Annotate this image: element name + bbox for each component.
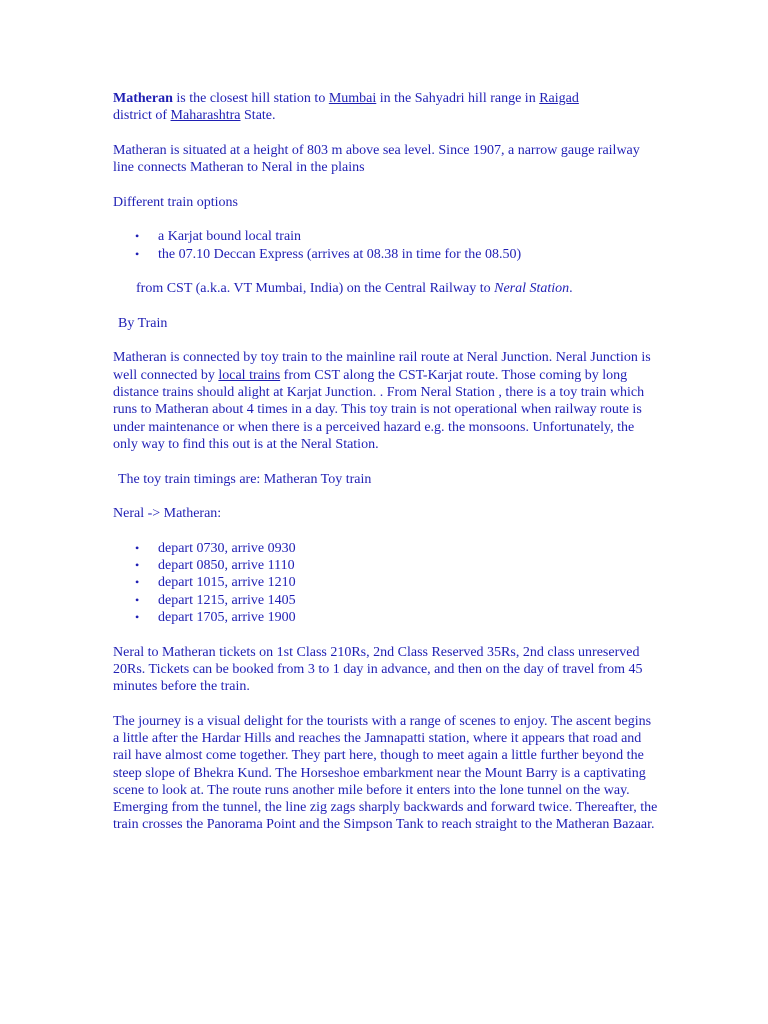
- bullet-icon: •: [135, 609, 140, 624]
- list-item: • depart 1705, arrive 1900: [135, 609, 296, 625]
- toy-train-paragraph: Matheran is connected by toy train to the mainline rail route at Neral Junction. Neral Junction is well connected by local trains from CST along the CST-Karjat route. Those coming by long distance trains should alight at Karjat Junction. . From Neral Station , there is a toy train which runs to Matheran about 4 times in a day. This toy train is not operational when railway route is under maintenance or when there is a perceived hazard e.g. the monsoons. Unfortunately, the only way to find this out is at the Neral Station.: [113, 350, 651, 452]
- bullet-icon: •: [135, 592, 140, 607]
- timings-list: [113, 540, 658, 626]
- bullet-icon: •: [135, 246, 140, 261]
- matheran-bold-term: Matheran: [113, 91, 173, 106]
- bullet-icon: •: [135, 558, 140, 573]
- bullet-icon: •: [135, 575, 140, 590]
- list-item: • depart 0850, arrive 1110: [135, 558, 295, 574]
- document-body: [113, 90, 658, 834]
- maharashtra-link[interactable]: Maharashtra: [170, 108, 241, 124]
- timings-heading: The toy train timings are: Matheran Toy train: [118, 471, 372, 487]
- tickets-paragraph: Neral to Matheran tickets on 1st Class 210Rs, 2nd Class Reserved 35Rs, 2nd class unreserved 20Rs. Tickets can be booked from 3 to 1 day in advance, and then on the day of travel from 45 minutes before the train.: [113, 644, 643, 695]
- by-train-heading: By Train: [118, 315, 168, 331]
- from-cst-paragraph: from CST (a.k.a. VT Mumbai, India) on the Central Railway to Neral Station.: [136, 281, 573, 297]
- mumbai-link[interactable]: Mumbai: [328, 91, 377, 106]
- height-paragraph: Matheran is situated at a height of 803 m above sea level. Since 1907, a narrow gauge railway line connects Matheran to Neral in the plains: [113, 142, 640, 176]
- train-options-list: [113, 228, 658, 263]
- bullet-icon: •: [135, 229, 140, 244]
- local-trains-link[interactable]: local trains: [218, 367, 281, 383]
- bullet-icon: •: [135, 540, 140, 555]
- neral-matheran-heading: Neral -> Matheran:: [113, 506, 222, 522]
- list-item: • depart 0730, arrive 0930: [135, 540, 296, 556]
- list-item: • the 07.10 Deccan Express (arrives at 08.38 in time for the 08.50): [135, 246, 522, 262]
- journey-paragraph: The journey is a visual delight for the tourists with a range of scenes to enjoy. The ascent begins a little after the Hardar Hills and reaches the Jamnapatti station, where it appears that road and rail have almost come together. They part here, though to meet again a little further beyond the steep slope of Bhekra Kund. The Horseshoe embarkment near the Mount Barry is a captivating scene to look at. The route runs another mile before it enters into the lone tunnel on the way. Emerging from the tunnel, the line zig zags sharply backwards and forward twice. Thereafter, the train crosses the Panorama Point and the Simpson Tank to reach straight to the Matheran Bazaar.: [113, 713, 658, 833]
- raigad-link[interactable]: Raigad: [539, 91, 579, 106]
- list-item: • a Karjat bound local train: [135, 229, 302, 245]
- list-item: • depart 1215, arrive 1405: [135, 592, 296, 608]
- list-item: • depart 1015, arrive 1210: [135, 575, 296, 591]
- train-options-heading: Different train options: [113, 194, 238, 210]
- neral-station-italic: Neral Station: [494, 281, 570, 297]
- intro-paragraph: Matheran is the closest hill station to Mumbai in the Sahyadri hill range in Raigad district of Maharashtra State.: [113, 91, 579, 124]
